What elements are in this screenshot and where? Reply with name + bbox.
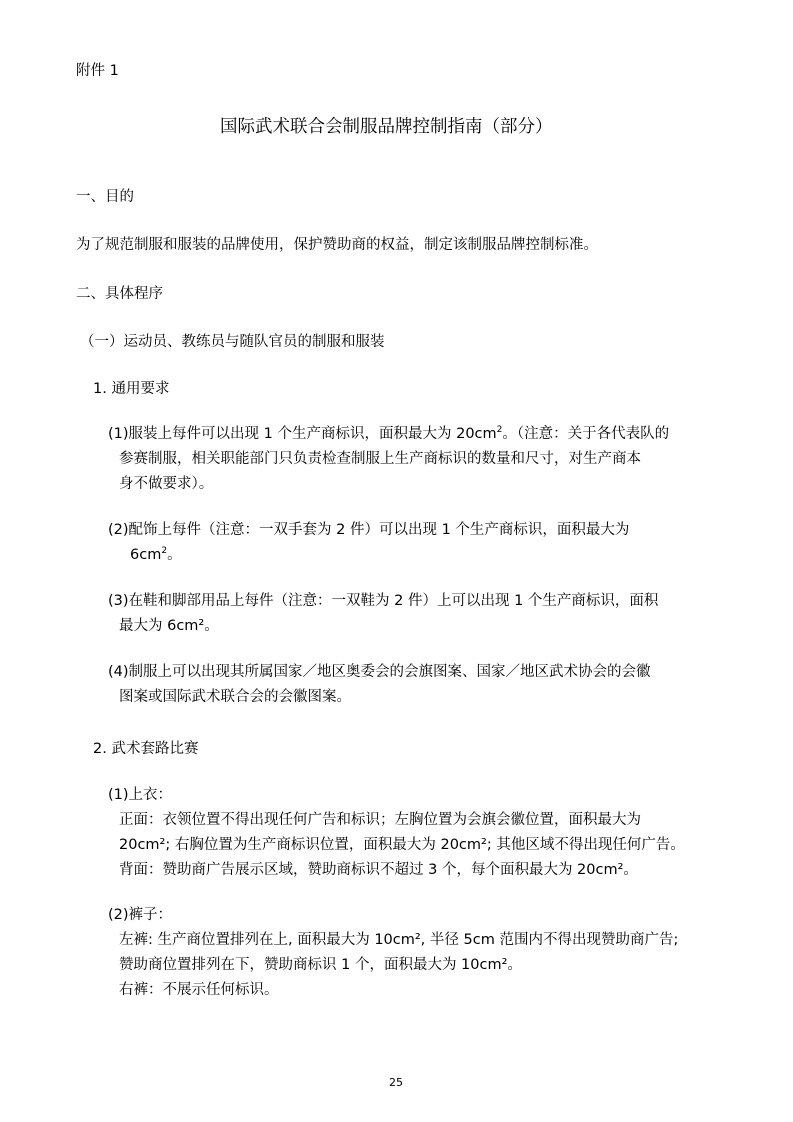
taolu-top-label: (1)上衣：	[108, 787, 173, 803]
general-item-2-line-1: (2)配饰上每件（注意：一双手套为 2 件）可以出现 1 个生产商标识，面积最大为	[108, 522, 630, 538]
section-heading-procedure: 二、具体程序	[76, 286, 163, 302]
taolu-pants-left-line-1: 左裤: 生产商位置排列在上, 面积最大为 10cm², 半径 5cm 范围内不得出现赞助商广告;	[119, 932, 679, 948]
taolu-pants-right: 右裤：不展示任何标识。	[119, 982, 279, 998]
taolu-top	[108, 783, 685, 883]
general-item-4-line-1: (4)制服上可以出现其所属国家／地区奥委会的会旗图案、国家／地区武术协会的会徽	[108, 664, 651, 680]
general-item-1	[108, 422, 669, 497]
general-item-1-line-3: 身不做要求）。	[119, 476, 214, 492]
general-item-3-line-1: (3)在鞋和脚部用品上每件（注意：一双鞋为 2 件）上可以出现 1 个生产商标识，面积	[108, 593, 659, 609]
general-item-4-line-2: 图案或国际武术联合会的会徽图案。	[119, 689, 351, 705]
section-heading-purpose: 一、目的	[76, 189, 134, 205]
taolu-top-back: 背面：赞助商广告展示区域，赞助商标识不超过 3 个，每个面积最大为 20cm²。	[119, 862, 638, 878]
general-item-1-line-1: (1)服装上每件可以出现 1 个生产商标识，面积最大为 $20cm^2$。（注意：关于各代表队的	[108, 425, 670, 442]
general-item-4	[108, 660, 651, 710]
general-requirements-heading: 1. 通用要求	[93, 381, 170, 397]
taolu-pants-label: (2)裤子：	[108, 907, 173, 923]
general-item-3-line-2: 最大为 6cm²。	[119, 618, 219, 634]
general-item-2-line-2: $6cm^2$。	[130, 546, 182, 563]
general-item-3	[108, 589, 658, 639]
taolu-pants-left-line-2: 赞助商位置排列在下，赞助商标识 1 个，面积最大为 10cm²。	[119, 957, 522, 973]
subsection-heading-uniforms: （一）运动员、教练员与随队官员的制服和服装	[80, 334, 385, 350]
general-item-1-line-2: 参赛制服，相关职能部门只负责检查制服上生产商标识的数量和尺寸，对生产商本	[119, 451, 641, 467]
general-item-2	[108, 518, 629, 568]
page-number: 25	[389, 1076, 403, 1089]
taolu-top-front-line-1: 正面：衣领位置不得出现任何广告和标识；左胸位置为会旗会徽位置，面积最大为	[119, 812, 641, 828]
taolu-top-front-line-2: 20cm²; 右胸位置为生产商标识位置，面积最大为 20cm²; 其他区域不得出现任何广告。	[119, 837, 685, 853]
taolu-heading: 2. 武术套路比赛	[93, 741, 199, 757]
document-title: 国际武术联合会制服品牌控制指南（部分）	[220, 117, 553, 137]
purpose-text: 为了规范制服和服装的品牌使用，保护赞助商的权益，制定该制服品牌控制标准。	[76, 237, 598, 253]
taolu-pants	[108, 903, 678, 1003]
annex-label: 附件 1	[76, 63, 119, 79]
